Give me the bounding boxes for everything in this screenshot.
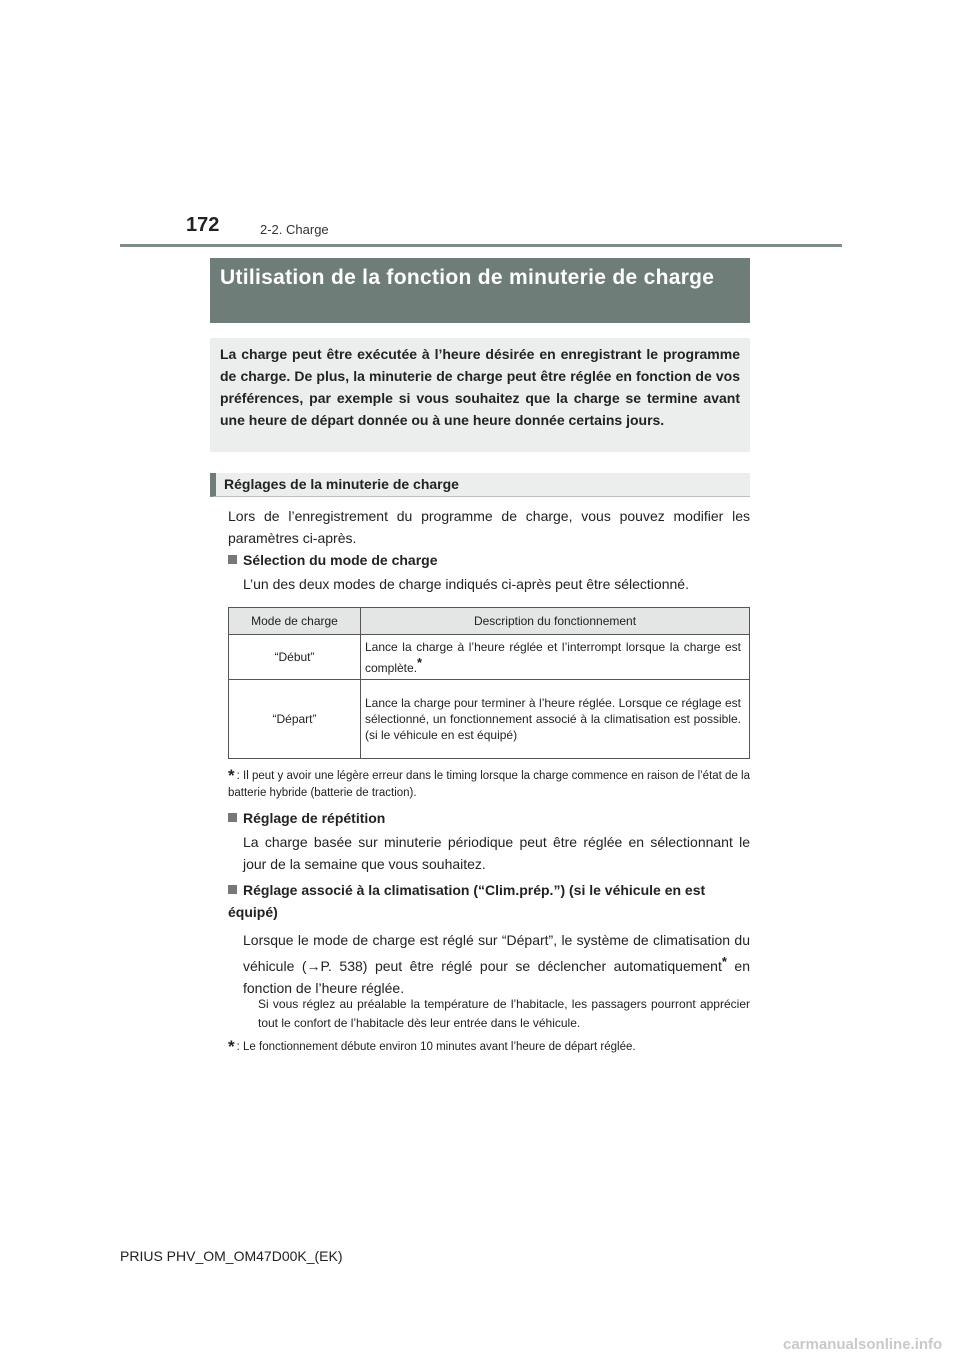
header-rule — [120, 244, 842, 247]
intro-text: La charge peut être exécutée à l’heure désirée en enregistrant le programme de charge. De plus, la minuterie de charge peut être réglée en fonction de vos préférences, par exemple si vous souhaitez que la charge se termine avant une heure de départ donnée ou à une heure donnée certains jours. — [220, 346, 740, 428]
square-bullet-icon — [228, 885, 237, 894]
section-text-climate: Lorsque le mode de charge est réglé sur “Départ”, le système de climatisation du véhicule (→P. 538) peut être réglé pour se déclencher automatiquement* en fonction de l’heure réglée. — [243, 932, 750, 996]
table-cell-mode: “Début” — [229, 635, 361, 680]
table-row — [229, 635, 750, 680]
section-heading-mode: Sélection du mode de charge — [228, 549, 438, 571]
table-header-mode: Mode de charge — [229, 608, 361, 635]
footnote-star: * — [721, 954, 727, 969]
document-code: PRIUS PHV_OM_OM47D00K_(EK) — [120, 1248, 343, 1264]
footnote-star: * — [228, 1037, 235, 1056]
footnote-star: * — [417, 654, 423, 670]
body-paragraph: Lors de l’enregistrement du programme de charge, vous pouvez modifier les paramètres ci-après. — [228, 508, 750, 546]
climate-tip: Si vous réglez au préalable la température de l’habitacle, les passagers pourront apprécier tout le confort de l’habitacle dès leur entrée dans le véhicule. — [258, 997, 750, 1030]
footnote-star: * — [228, 766, 235, 785]
intro-box — [210, 338, 750, 452]
table-row — [229, 680, 750, 759]
table-cell-description: Lance la charge pour terminer à l’heure réglée. Lorsque ce réglage est sélectionné, un fonctionnement associé à la climatisation est possible. (si le véhicule en est équipé) — [361, 680, 750, 759]
section-text-mode: L’un des deux modes de charge indiqués ci-après peut être sélectionné. — [243, 576, 689, 592]
footnote-2: * : Le fonctionnement débute environ 10 minutes avant l’heure de départ réglée. — [228, 1037, 636, 1056]
section-reference: 2-2. Charge — [260, 222, 329, 237]
title-band — [210, 258, 750, 323]
watermark: carmanualsonline.info — [783, 1336, 943, 1353]
section-text-repeat: La charge basée sur minuterie périodique peut être réglée en sélectionnant le jour de la semaine que vous souhaitez. — [243, 834, 750, 872]
page-title: Utilisation de la fonction de minuterie de charge — [220, 266, 715, 289]
square-bullet-icon — [228, 813, 237, 822]
table-cell-mode: “Départ” — [229, 680, 361, 759]
table-cell-description: Lance la charge à l’heure réglée et l’interrompt lorsque la charge est complète.* — [361, 635, 750, 680]
page-number: 172 — [186, 214, 220, 236]
table-header-description: Description du fonctionnement — [361, 608, 750, 635]
section-heading-repeat: Réglage de répétition — [228, 807, 385, 829]
table-header-row — [229, 608, 750, 635]
footnote-1: * : Il peut y avoir une légère erreur dans le timing lorsque la charge commence en raison de l’état de la batterie hybride (batterie de traction). — [228, 766, 750, 799]
section-heading-climate: Réglage associé à la climatisation (“Clim.prép.”) (si le véhicule en est équipé) — [228, 882, 706, 920]
square-bullet-icon — [228, 555, 237, 564]
subheading-text: Réglages de la minuterie de charge — [224, 476, 459, 492]
charge-mode-table — [228, 607, 750, 759]
subheading-bar — [210, 473, 750, 497]
